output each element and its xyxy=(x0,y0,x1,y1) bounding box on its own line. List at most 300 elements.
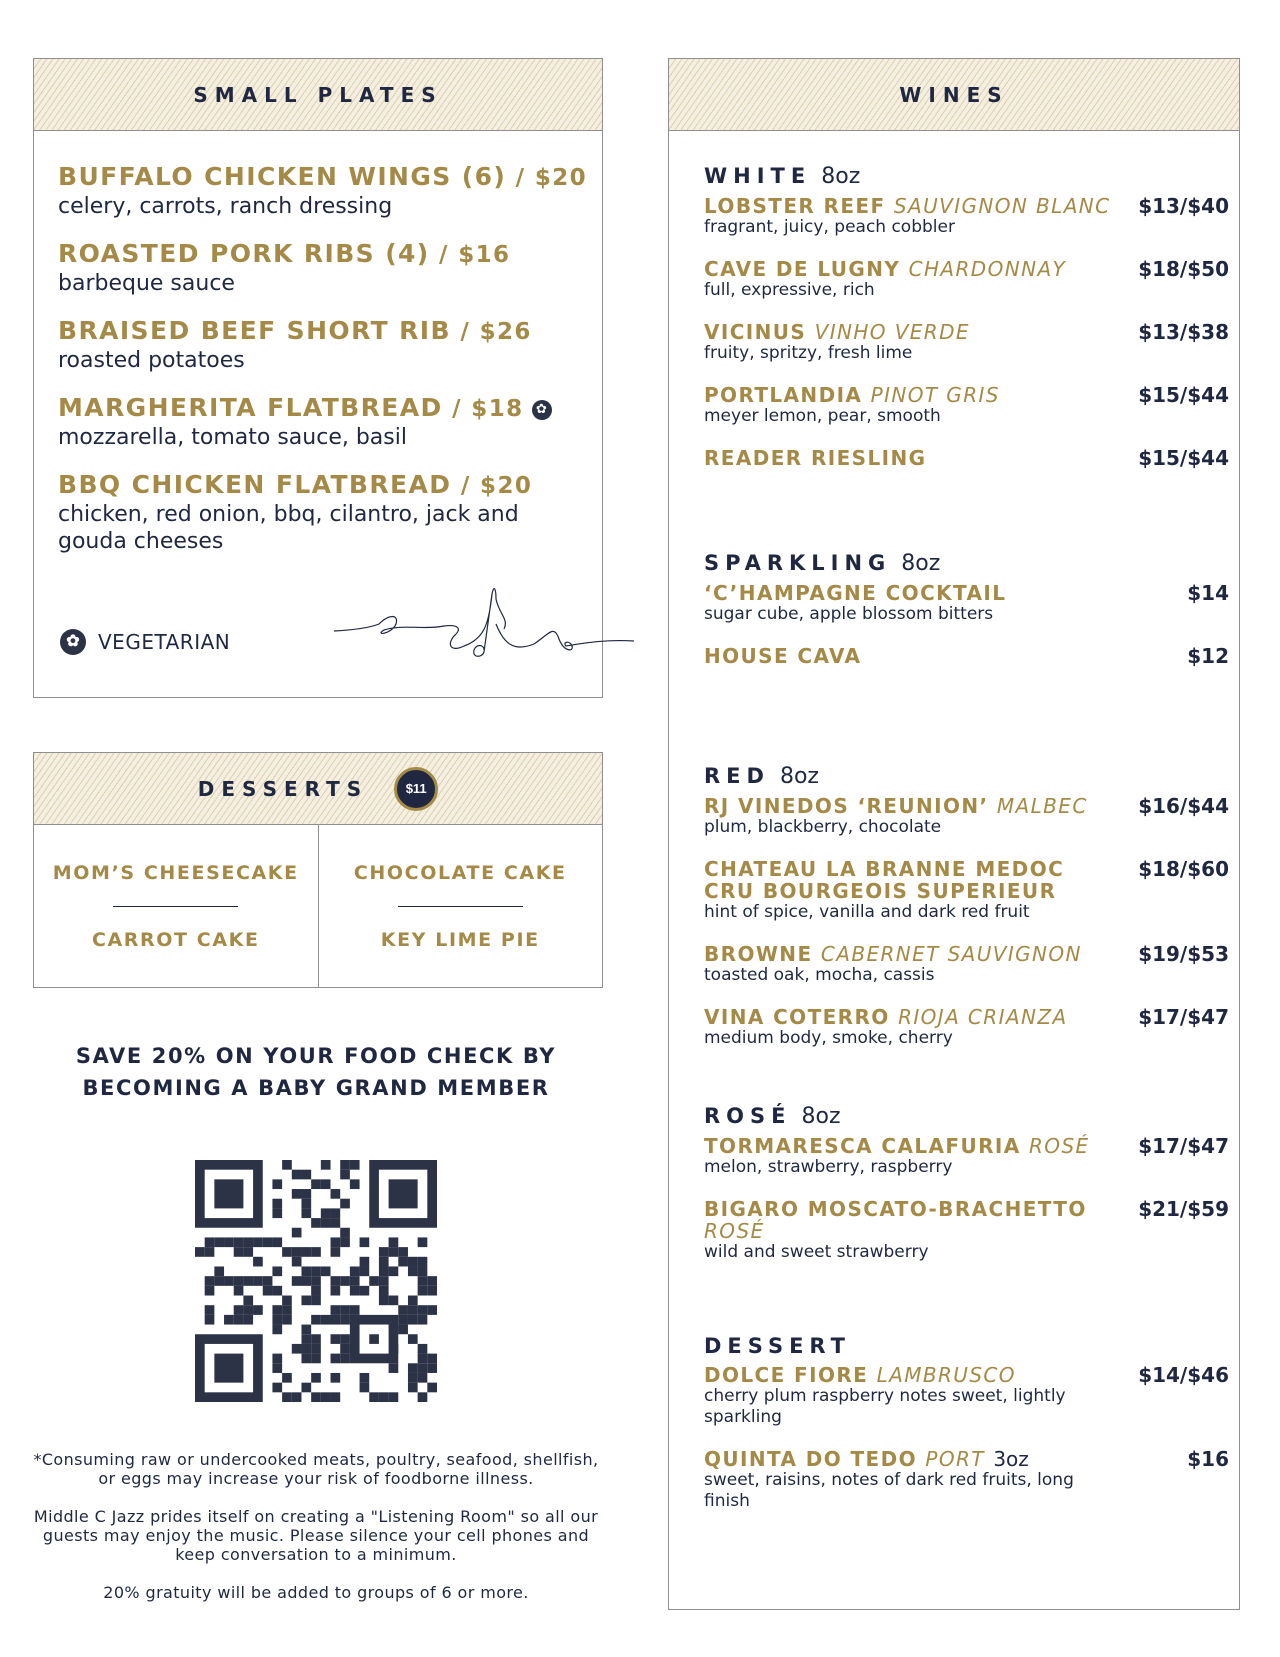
qr-module xyxy=(418,1315,428,1325)
qr-module xyxy=(418,1373,428,1383)
qr-module xyxy=(214,1237,224,1247)
qr-module xyxy=(321,1315,331,1325)
list-item xyxy=(704,943,1229,986)
qr-module xyxy=(340,1237,350,1247)
dessert-name: CHOCOLATE CAKE xyxy=(353,861,567,884)
qr-module xyxy=(301,1247,311,1257)
wine-varietal: VINHO VERDE xyxy=(814,320,970,344)
qr-module xyxy=(331,1208,341,1218)
qr-module xyxy=(282,1247,292,1257)
qr-module xyxy=(214,1276,224,1286)
wine-description: fragrant, juicy, peach cobbler xyxy=(704,217,955,237)
qr-module xyxy=(292,1228,302,1238)
qr-module xyxy=(195,1247,205,1257)
qr-module xyxy=(311,1296,321,1306)
qr-module xyxy=(427,1354,437,1364)
qr-module xyxy=(224,1237,234,1247)
qr-module xyxy=(205,1315,215,1325)
qr-module xyxy=(379,1276,389,1286)
qr-module xyxy=(205,1286,215,1296)
qr-module xyxy=(282,1160,292,1170)
section-title: ROSÉ xyxy=(704,1104,792,1128)
list-item xyxy=(58,393,578,451)
qr-module xyxy=(418,1266,428,1276)
qr-module xyxy=(234,1247,244,1257)
qr-module xyxy=(331,1189,341,1199)
divider xyxy=(113,906,238,907)
qr-module xyxy=(379,1257,389,1267)
qr-code[interactable] xyxy=(195,1160,437,1402)
qr-module xyxy=(263,1276,273,1286)
wine-section-white xyxy=(704,164,1229,489)
wine-price: $21/$59 xyxy=(1138,1197,1229,1221)
wine-price: $16 xyxy=(1187,1447,1229,1471)
qr-module xyxy=(282,1296,292,1306)
desserts-column-left xyxy=(34,825,318,987)
wine-price: $17/$47 xyxy=(1138,1005,1229,1029)
qr-module xyxy=(292,1189,302,1199)
wine-price: $18/$50 xyxy=(1138,257,1229,281)
pour-size: 8oz xyxy=(801,1104,841,1129)
list-item xyxy=(704,321,1229,364)
qr-module xyxy=(272,1354,282,1364)
desserts-panel xyxy=(33,752,603,988)
wine-section-dessert xyxy=(704,1334,1229,1532)
qr-module xyxy=(311,1344,321,1354)
qr-module xyxy=(311,1218,321,1228)
qr-module xyxy=(427,1276,437,1286)
qr-module xyxy=(350,1160,360,1170)
vegetarian-leaf-icon: ✿ xyxy=(60,629,86,655)
qr-module xyxy=(389,1237,399,1247)
dessert-name: KEY LIME PIE xyxy=(380,928,540,951)
wine-price: $19/$53 xyxy=(1138,942,1229,966)
qr-module xyxy=(418,1276,428,1286)
qr-module xyxy=(311,1315,321,1325)
qr-module xyxy=(360,1373,370,1383)
qr-module xyxy=(282,1392,292,1402)
qr-module xyxy=(292,1276,302,1286)
list-item xyxy=(704,1198,1229,1263)
item-name: BRAISED BEEF SHORT RIB xyxy=(58,316,451,345)
section-title: RED xyxy=(704,764,770,788)
dessert-name: CARROT CAKE xyxy=(91,928,260,951)
wine-name: READER RIESLING xyxy=(704,446,927,470)
wine-name: TORMARESCA CALAFURIA xyxy=(704,1134,1021,1158)
list-item xyxy=(704,795,1229,838)
qr-module xyxy=(379,1266,389,1276)
qr-module xyxy=(369,1334,379,1344)
wine-name: LOBSTER REEF xyxy=(704,194,886,218)
qr-module xyxy=(243,1305,253,1315)
qr-module xyxy=(205,1276,215,1286)
wine-section-rose xyxy=(704,1104,1229,1283)
item-name: BUFFALO CHICKEN WINGS (6) xyxy=(58,162,507,191)
qr-module xyxy=(331,1276,341,1286)
wine-varietal: LAMBRUSCO xyxy=(876,1363,1016,1387)
qr-module xyxy=(311,1286,321,1296)
qr-module xyxy=(272,1383,282,1393)
qr-module xyxy=(234,1237,244,1247)
qr-module xyxy=(408,1296,418,1306)
qr-module xyxy=(398,1315,408,1325)
qr-module xyxy=(253,1276,263,1286)
promo-line: SAVE 20% ON YOUR FOOD CHECK BY xyxy=(75,1044,557,1068)
qr-module xyxy=(243,1237,253,1247)
item-description: chicken, red onion, bbq, cilantro, jack and gouda cheeses xyxy=(58,502,519,554)
qr-module xyxy=(408,1266,418,1276)
qr-module xyxy=(389,1296,399,1306)
wine-price: $18/$60 xyxy=(1138,857,1229,881)
small-plates-header xyxy=(34,59,602,131)
pour-size: 8oz xyxy=(821,164,861,189)
qr-module xyxy=(389,1363,399,1373)
list-item xyxy=(704,858,1229,923)
list-item xyxy=(704,1135,1229,1178)
qr-module xyxy=(282,1305,292,1315)
qr-module xyxy=(360,1383,370,1393)
qr-module xyxy=(292,1344,302,1354)
qr-module xyxy=(350,1305,360,1315)
section-title: WHITE xyxy=(704,164,812,188)
qr-module xyxy=(408,1383,418,1393)
qr-module xyxy=(214,1354,243,1383)
qr-module xyxy=(253,1305,263,1315)
qr-module xyxy=(272,1199,282,1209)
qr-module xyxy=(379,1296,389,1306)
wine-description: hint of spice, vanilla and dark red fruit xyxy=(704,902,1030,922)
qr-module xyxy=(292,1257,302,1267)
qr-module xyxy=(301,1334,311,1344)
foodborne-illness-note: *Consuming raw or undercooked meats, poultry, seafood, shellfish, or eggs may increase your risk of foodborne illness. xyxy=(33,1450,599,1488)
wine-price: $14 xyxy=(1187,581,1229,605)
desserts-grid xyxy=(34,825,602,987)
qr-module xyxy=(340,1344,350,1354)
qr-module xyxy=(360,1237,370,1247)
qr-module xyxy=(340,1228,350,1238)
wines-title: WINES xyxy=(899,82,1009,107)
list-item xyxy=(704,447,1229,469)
qr-module xyxy=(340,1160,350,1170)
qr-module xyxy=(272,1305,282,1315)
qr-module xyxy=(398,1305,408,1315)
qr-module xyxy=(282,1315,292,1325)
wine-description: sugar cube, apple blossom bitters xyxy=(704,604,994,624)
qr-module xyxy=(301,1208,311,1218)
qr-module xyxy=(301,1266,311,1276)
desserts-header xyxy=(34,753,602,825)
wine-price: $17/$47 xyxy=(1138,1134,1229,1158)
qr-module xyxy=(301,1199,311,1209)
qr-module xyxy=(253,1257,263,1267)
wine-description: sweet, raisins, notes of dark red fruits, long finish xyxy=(704,1470,1074,1511)
wine-description: full, expressive, rich xyxy=(704,280,875,300)
qr-module xyxy=(408,1305,418,1315)
qr-module xyxy=(311,1266,321,1276)
wine-description: medium body, smoke, cherry xyxy=(704,1028,953,1048)
qr-module xyxy=(389,1392,399,1402)
qr-module xyxy=(263,1286,273,1296)
qr-module xyxy=(331,1305,341,1315)
list-item xyxy=(58,470,578,555)
wine-description: meyer lemon, pear, smooth xyxy=(704,406,941,426)
desserts-price-badge: $11 xyxy=(394,767,438,811)
qr-module xyxy=(272,1286,282,1296)
qr-module xyxy=(292,1170,302,1180)
qr-module xyxy=(321,1208,331,1218)
qr-module xyxy=(331,1286,341,1296)
item-price: / $16 xyxy=(429,242,511,268)
desserts-column-right xyxy=(318,825,603,987)
wine-description: fruity, spritzy, fresh lime xyxy=(704,343,913,363)
qr-module xyxy=(263,1237,273,1247)
qr-module xyxy=(301,1296,311,1306)
wines-header xyxy=(669,59,1239,131)
qr-module xyxy=(272,1237,282,1247)
qr-module xyxy=(234,1276,244,1286)
wine-name: BROWNE xyxy=(704,942,813,966)
qr-module xyxy=(205,1247,215,1257)
section-title: SPARKLING xyxy=(704,551,892,575)
music-note-squiggle-icon xyxy=(334,584,634,674)
pour-size: 3oz xyxy=(993,1447,1029,1471)
qr-module xyxy=(340,1305,350,1315)
qr-module xyxy=(234,1286,244,1296)
list-item xyxy=(704,1448,1229,1512)
item-description: mozzarella, tomato sauce, basil xyxy=(58,425,407,450)
qr-module xyxy=(311,1392,321,1402)
qr-module xyxy=(205,1305,215,1315)
qr-module xyxy=(331,1392,341,1402)
qr-module xyxy=(427,1383,437,1393)
qr-module xyxy=(321,1179,331,1189)
wine-price: $13/$40 xyxy=(1138,194,1229,218)
qr-module xyxy=(224,1315,234,1325)
qr-module xyxy=(292,1247,302,1257)
qr-module xyxy=(311,1373,321,1383)
list-item xyxy=(704,645,1229,667)
wine-description: cherry plum raspberry notes sweet, lightly sparkling xyxy=(704,1386,1066,1427)
list-item xyxy=(704,1006,1229,1049)
item-price: / $20 xyxy=(451,473,533,499)
qr-module xyxy=(321,1266,331,1276)
wine-section-sparkling xyxy=(704,551,1229,687)
qr-module xyxy=(418,1286,428,1296)
qr-module xyxy=(408,1363,418,1373)
qr-module xyxy=(243,1296,253,1306)
promo-line: BECOMING A BABY GRAND MEMBER xyxy=(82,1076,550,1100)
qr-module xyxy=(360,1286,370,1296)
wine-varietal: CHARDONNAY xyxy=(908,257,1067,281)
qr-module xyxy=(321,1392,331,1402)
item-name: BBQ CHICKEN FLATBREAD xyxy=(58,470,452,499)
wine-price: $14/$46 xyxy=(1138,1363,1229,1387)
wine-varietal: SAUVIGNON BLANC xyxy=(893,194,1111,218)
qr-module xyxy=(301,1325,311,1335)
qr-module xyxy=(292,1392,302,1402)
qr-module xyxy=(301,1276,311,1286)
wine-name: CHATEAU LA BRANNE MEDOC CRU BOURGEOIS SUPERIEUR xyxy=(704,857,1065,903)
wine-name: ‘C’HAMPAGNE COCKTAIL xyxy=(704,581,1007,605)
wine-price: $15/$44 xyxy=(1138,446,1229,470)
list-item xyxy=(58,239,578,297)
item-description: celery, carrots, ranch dressing xyxy=(58,194,393,219)
qr-module xyxy=(418,1257,428,1267)
item-name: ROASTED PORK RIBS (4) xyxy=(58,239,430,268)
wine-varietal: ROSÉ xyxy=(704,1219,765,1243)
qr-module xyxy=(427,1286,437,1296)
wine-description: toasted oak, mocha, cassis xyxy=(704,965,935,985)
qr-module xyxy=(389,1266,399,1276)
qr-module xyxy=(340,1199,350,1209)
qr-module xyxy=(331,1334,341,1344)
wine-description: plum, blackberry, chocolate xyxy=(704,817,942,837)
qr-module xyxy=(408,1334,418,1344)
list-item xyxy=(58,316,578,374)
list-item xyxy=(704,384,1229,427)
dessert-name: MOM’S CHEESECAKE xyxy=(52,861,299,884)
wine-price: $12 xyxy=(1187,644,1229,668)
qr-module xyxy=(301,1189,311,1199)
qr-module xyxy=(243,1315,253,1325)
qr-module xyxy=(408,1373,418,1383)
wine-varietal: CABERNET SAUVIGNON xyxy=(820,942,1082,966)
wine-name: BIGARO MOSCATO-BRACHETTO xyxy=(704,1197,1087,1221)
qr-module xyxy=(369,1392,379,1402)
qr-module xyxy=(311,1179,321,1189)
qr-module xyxy=(272,1315,282,1325)
qr-module xyxy=(243,1276,253,1286)
qr-module xyxy=(350,1179,360,1189)
list-item xyxy=(704,1364,1229,1428)
small-plates-list xyxy=(58,162,588,574)
qr-module xyxy=(418,1237,428,1247)
qr-module xyxy=(389,1179,418,1208)
qr-module xyxy=(360,1257,370,1267)
wine-name: QUINTA DO TEDO xyxy=(704,1447,918,1471)
qr-module xyxy=(350,1276,360,1286)
qr-module xyxy=(282,1373,292,1383)
qr-module xyxy=(331,1354,341,1364)
qr-module xyxy=(205,1237,215,1247)
qr-module xyxy=(398,1247,408,1257)
item-description: roasted potatoes xyxy=(58,348,245,373)
wine-name: VINA COTERRO xyxy=(704,1005,890,1029)
qr-module xyxy=(418,1392,428,1402)
qr-module xyxy=(331,1247,341,1257)
vegetarian-legend xyxy=(60,629,230,655)
wine-varietal: PINOT GRIS xyxy=(870,383,1000,407)
list-item xyxy=(704,582,1229,625)
qr-module xyxy=(301,1354,311,1364)
wine-name: HOUSE CAVA xyxy=(704,644,862,668)
qr-module xyxy=(311,1276,321,1286)
qr-module xyxy=(350,1266,360,1276)
qr-module xyxy=(321,1160,331,1170)
qr-module xyxy=(369,1276,379,1286)
pour-size: 8oz xyxy=(779,764,819,789)
qr-module xyxy=(408,1315,418,1325)
qr-module xyxy=(427,1363,437,1373)
wine-name: RJ VINEDOS ‘REUNION’ xyxy=(704,794,989,818)
wine-name: CAVE DE LUGNY xyxy=(704,257,901,281)
vegetarian-leaf-icon: ✿ xyxy=(532,400,552,420)
qr-module xyxy=(418,1344,428,1354)
listening-room-note: Middle C Jazz prides itself on creating a "Listening Room" so all our guests may enjoy the music. Please silence your cell phones and keep conversation to a minimum. xyxy=(33,1507,599,1564)
list-item xyxy=(704,258,1229,301)
qr-module xyxy=(389,1247,399,1257)
wine-price: $13/$38 xyxy=(1138,320,1229,344)
qr-module xyxy=(272,1325,282,1335)
wine-varietal: PORT xyxy=(925,1447,985,1471)
qr-module xyxy=(379,1286,389,1296)
qr-module xyxy=(379,1247,389,1257)
qr-module xyxy=(418,1354,428,1364)
qr-module xyxy=(321,1218,331,1228)
qr-module xyxy=(331,1237,341,1247)
item-description: barbeque sauce xyxy=(58,271,235,296)
qr-module xyxy=(272,1266,282,1276)
list-item xyxy=(704,195,1229,238)
qr-module xyxy=(398,1257,408,1267)
qr-module xyxy=(418,1305,428,1315)
list-item xyxy=(58,162,588,220)
wine-description: melon, strawberry, raspberry xyxy=(704,1157,953,1177)
qr-module xyxy=(350,1286,360,1296)
wine-description: wild and sweet strawberry xyxy=(704,1242,929,1262)
item-price: / $18 xyxy=(442,396,524,422)
small-plates-title: SMALL PLATES xyxy=(193,82,443,107)
wine-name: DOLCE FIORE xyxy=(704,1363,869,1387)
footer-notes xyxy=(30,1450,602,1621)
item-name: MARGHERITA FLATBREAD xyxy=(58,393,443,422)
wine-section-red xyxy=(704,764,1229,1069)
section-title: DESSERT xyxy=(704,1334,851,1358)
qr-module xyxy=(331,1373,341,1383)
qr-module xyxy=(272,1179,282,1189)
qr-module xyxy=(418,1363,428,1373)
qr-module xyxy=(253,1237,263,1247)
item-price: / $26 xyxy=(450,319,532,345)
qr-module xyxy=(214,1266,224,1276)
item-price: / $20 xyxy=(506,165,588,191)
qr-module xyxy=(272,1208,282,1218)
gratuity-note: 20% gratuity will be added to groups of 6 or more. xyxy=(103,1583,529,1602)
divider xyxy=(398,906,523,907)
qr-module xyxy=(243,1247,253,1257)
qr-module xyxy=(340,1315,350,1325)
small-plates-panel xyxy=(33,58,603,698)
qr-module xyxy=(224,1276,234,1286)
qr-module xyxy=(331,1218,341,1228)
qr-module xyxy=(427,1305,437,1315)
wine-varietal: ROSÉ xyxy=(1029,1134,1090,1158)
wine-price: $16/$44 xyxy=(1138,794,1229,818)
wine-name: VICINUS xyxy=(704,320,807,344)
wine-name: PORTLANDIA xyxy=(704,383,863,407)
qr-module xyxy=(340,1334,350,1344)
qr-module xyxy=(234,1315,244,1325)
qr-module xyxy=(311,1247,321,1257)
qr-module xyxy=(311,1334,321,1344)
qr-module xyxy=(311,1354,321,1364)
qr-module xyxy=(408,1257,418,1267)
qr-module xyxy=(340,1354,350,1364)
wine-price: $15/$44 xyxy=(1138,383,1229,407)
wines-panel xyxy=(668,58,1240,1610)
qr-module xyxy=(301,1344,311,1354)
qr-module xyxy=(301,1170,311,1180)
